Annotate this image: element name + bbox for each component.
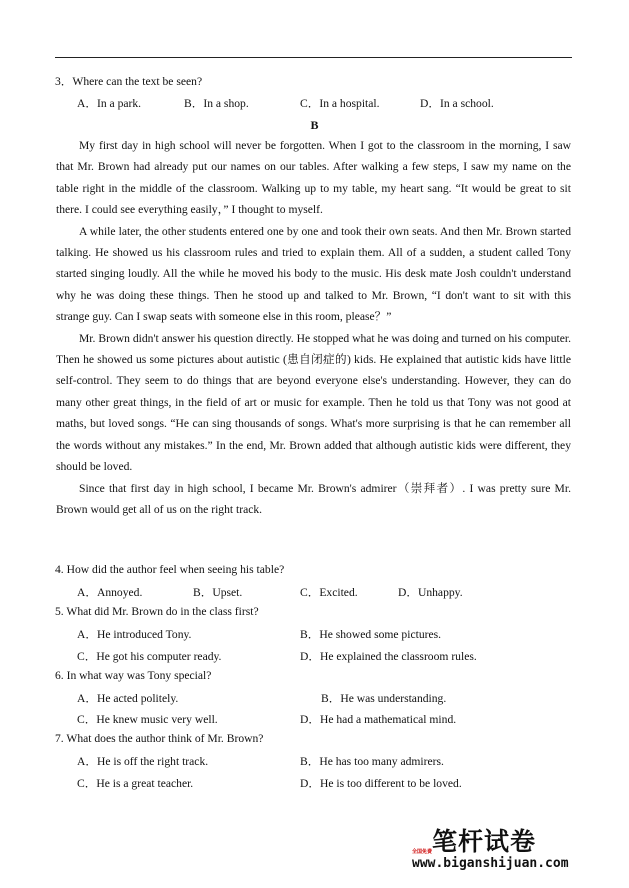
question-5-option-a: A．He introduced Tony. (77, 628, 192, 641)
watermark-tag: 全国免费 (412, 849, 433, 855)
question-5-stem: 5. What did Mr. Brown do in the class first? (55, 605, 259, 618)
question-7-stem: 7. What does the author think of Mr. Brown? (55, 732, 264, 745)
question-4-stem: 4. How did the author feel when seeing his table? (55, 563, 285, 576)
question-5-option-d: D．He explained the classroom rules. (300, 650, 477, 663)
question-7-option-a: A．He is off the right track. (77, 755, 209, 768)
question-7-option-d: D．He is too different to be loved. (300, 777, 462, 790)
watermark-url: www.biganshijuan.com (412, 856, 569, 871)
section-title: B (310, 118, 319, 132)
question-6-option-d: D．He had a mathematical mind. (300, 713, 457, 726)
reading-passage (56, 135, 571, 520)
question-5-option-c: C．He got his computer ready. (77, 650, 222, 663)
question-3-option-a: A．In a park. (77, 97, 142, 110)
question-4-option-c: C．Excited. (300, 586, 358, 599)
question-6-option-a: A．He acted politely. (77, 692, 179, 705)
question-6-option-c: C．He knew music very well. (77, 713, 218, 726)
question-4-option-b: B．Upset. (193, 586, 243, 599)
header-rule (55, 57, 572, 58)
question-6-stem: 6. In what way was Tony special? (55, 669, 212, 682)
passage-paragraph-1: My first day in high school will never be forgotten. When I got to the classroom in the morning, I saw that Mr. Brown had already put our names on our tables. After walking a few steps, I saw my name on the table right in the middle of the classroom. Walking up to my table, my heart sang. “It would be great to sit there. I could see everything easily，” I thought to myself. (56, 139, 571, 217)
question-7-option-b: B．He has too many admirers. (300, 755, 444, 768)
question-6-option-b: B．He was understanding. (321, 692, 447, 705)
passage-paragraph-4: Since that first day in high school, I became Mr. Brown's admirer（崇拜者）. I was pretty sure Mr. Brown would get all of us on the right track. (56, 481, 571, 516)
question-3-option-c: C．In a hospital. (300, 97, 380, 110)
question-3-option-d: D．In a school. (420, 97, 494, 110)
question-5-option-b: B．He showed some pictures. (300, 628, 442, 641)
watermark-name: 笔杆试卷 (432, 827, 537, 856)
question-7-option-c: C．He is a great teacher. (77, 777, 194, 790)
question-3-option-b: B．In a shop. (184, 97, 249, 110)
question-3-stem: 3．Where can the text be seen? (55, 75, 203, 88)
question-4-option-d: D．Unhappy. (398, 586, 463, 599)
site-watermark-logo (412, 824, 572, 876)
question-4-option-a: A．Annoyed. (77, 586, 143, 599)
passage-paragraph-2: A while later, the other students entered one by one and took their own seats. And then Mr. Brown started talking. He showed us his classroom rules and tried to explain them. All of a sudden, a student called Tony started singing loudly. All the while he moved his body to the music. His desk mate Josh couldn't understand why he was doing these things. Then he stood up and talked to Mr. Brown, “I don't want to sit with this strange guy. Can I swap seats with someone else in this room, please？” (56, 224, 571, 324)
passage-paragraph-3: Mr. Brown didn't answer his question directly. He stopped what he was doing and turned on his computer. Then he showed us some pictures about autistic (患自闭症的) kids. He explained that autistic kids have little self-control. They seem to do things that are beyond everyone else's understanding. However, they can do many other great things, in the field of art or music for example. Then he told us that Tony was not good at maths, but loved songs. “He can sing thousands of songs. What's more surprising is that he can remember all the words without any mistakes.” In the end, Mr. Brown added that although autistic kids were different, they should be loved. (56, 331, 571, 474)
